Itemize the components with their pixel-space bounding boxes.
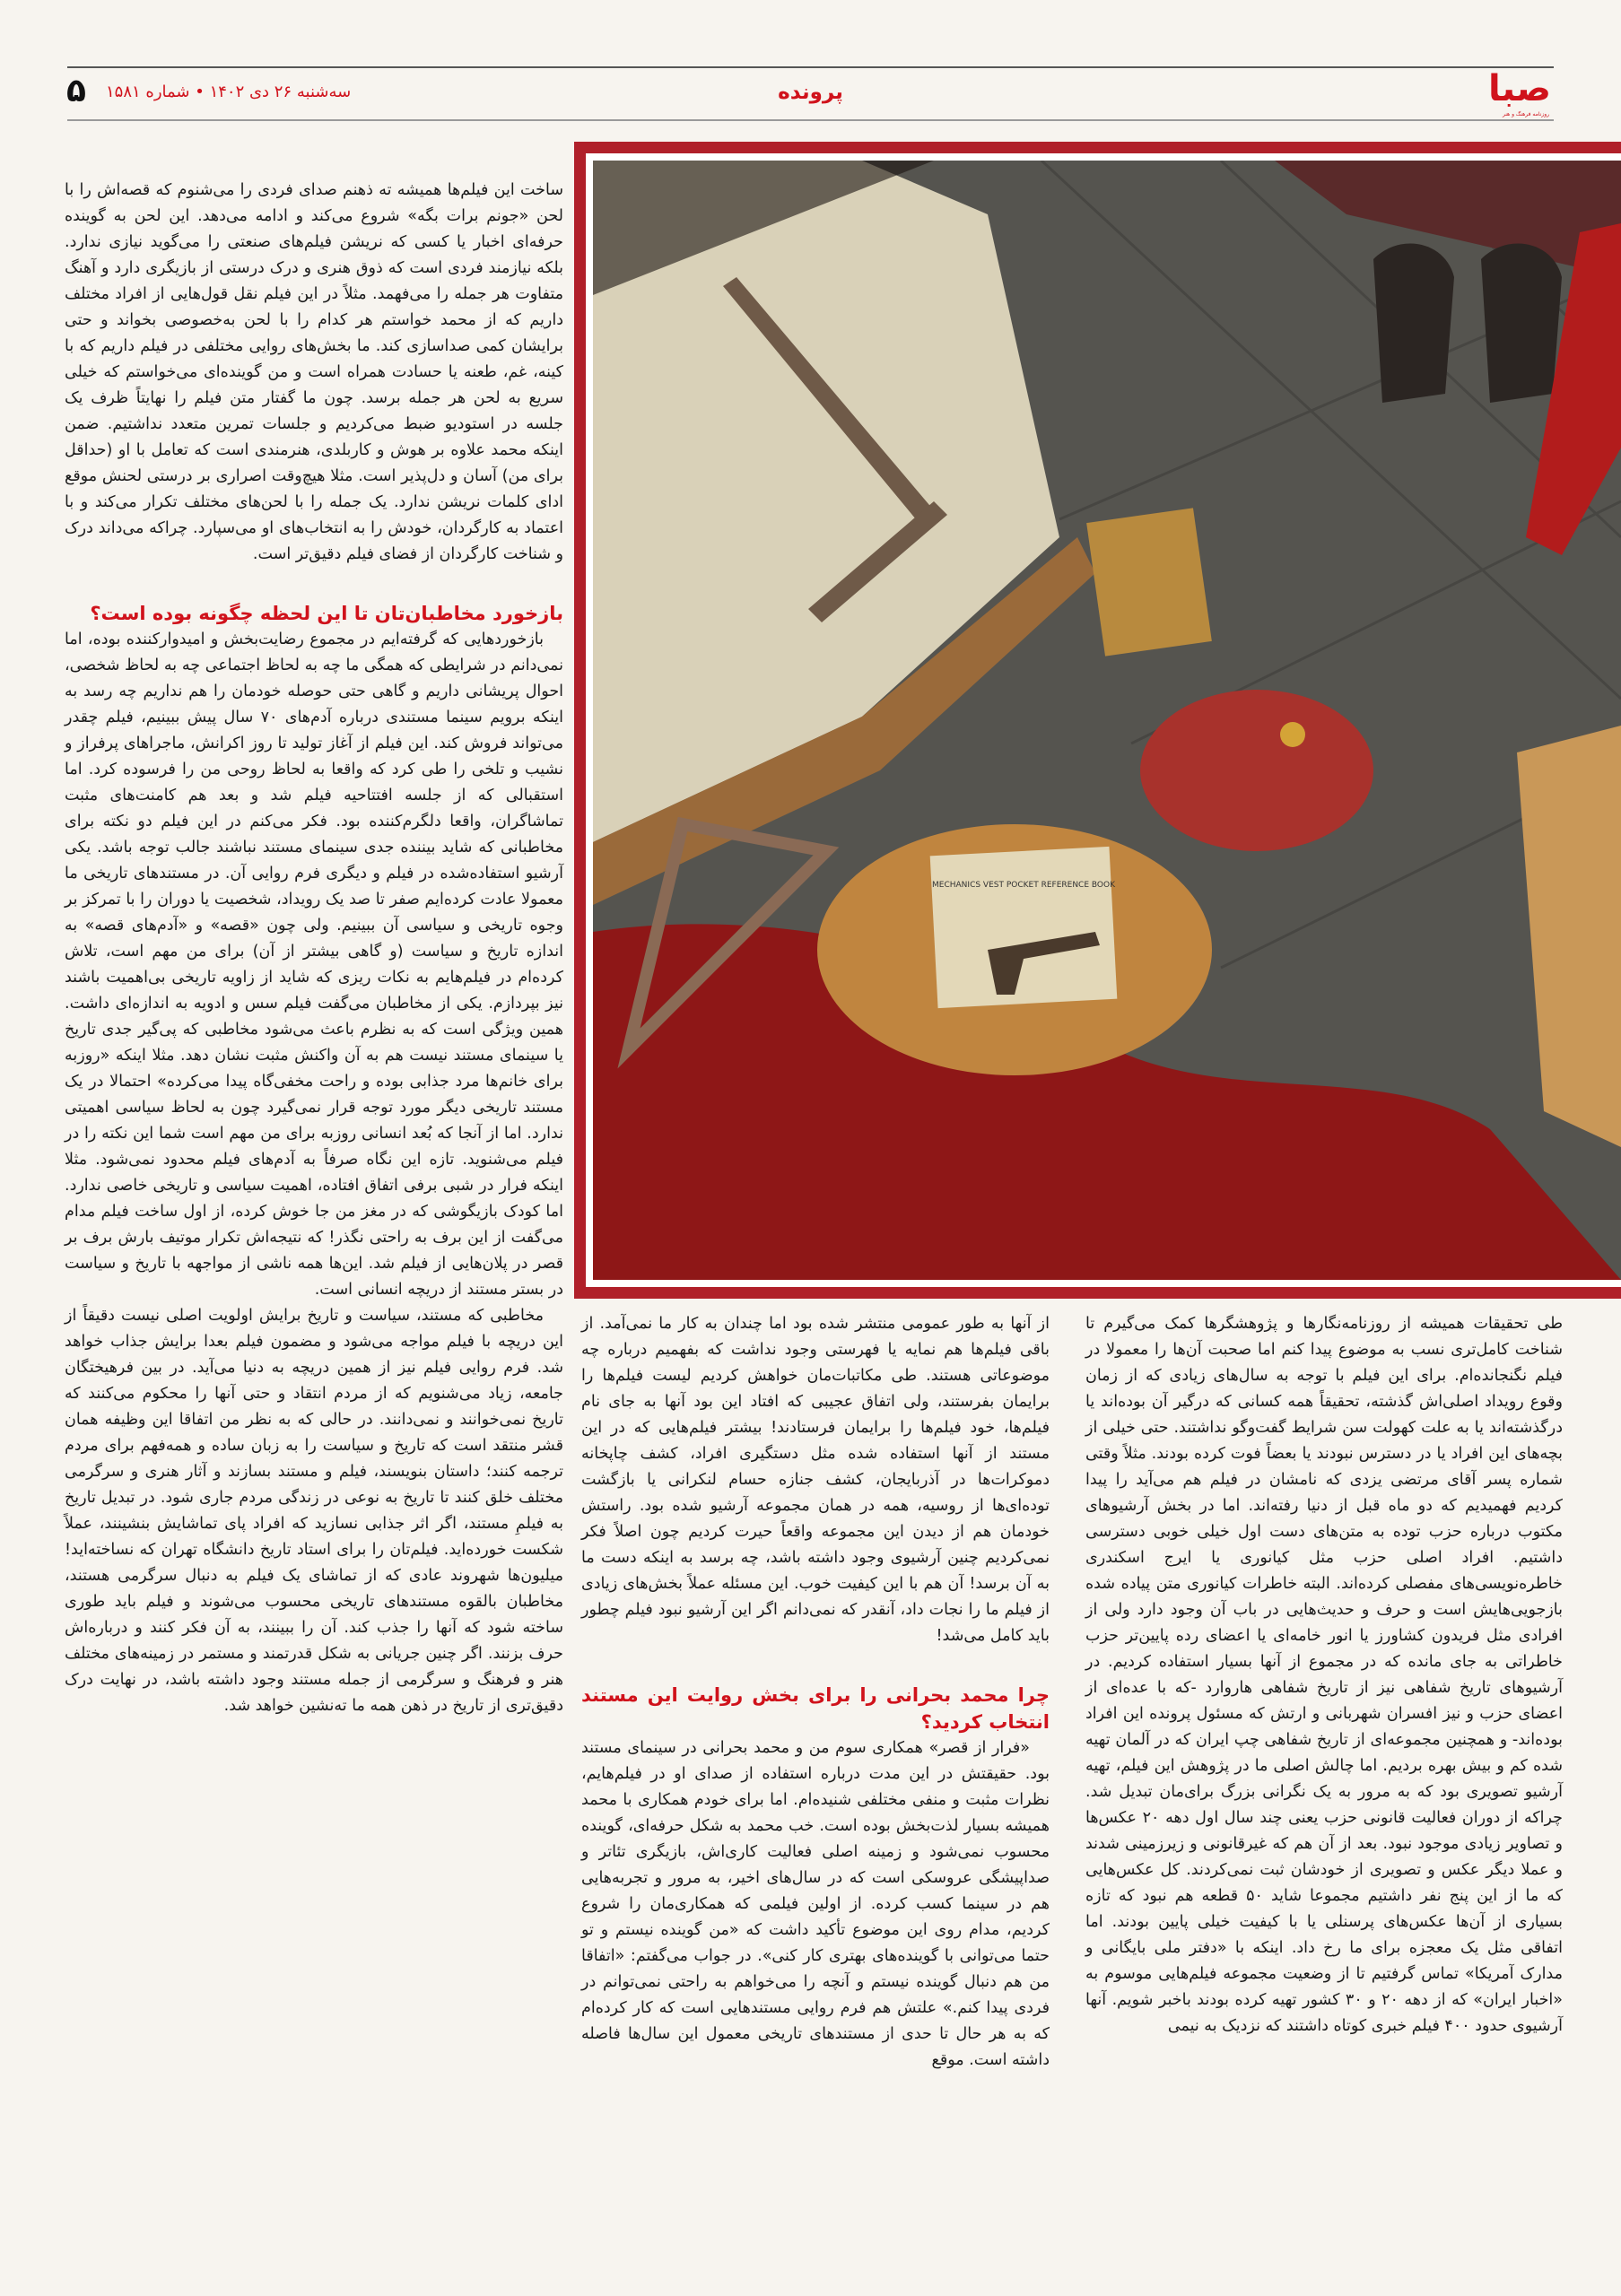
article-column-middle	[581, 1311, 1050, 2074]
paragraph: بازخوردهایی که گرفته‌ایم در مجموع رضایت‌بخش و امیدوارکننده بوده، اما نمی‌دانم در شرایطی که همگی ما چه به لحاظ اجتماعی چه به لحاظ شخصی، احوال پریشانی داریم و گاهی حتی حوصله خودمان را هم نداریم چه رسد به اینکه برویم سینما مستندی درباره آدم‌های ۷۰ سال پیش ببینیم، فیلم چقدر می‌تواند فروش کند. این فیلم از آغاز تولید تا روز اکرانش، ماجراهای پرفراز و نشیب و تلخی را طی کرد که واقعا به لحاظ روحی من را فرسوده کرد. اما استقبالی که از جلسه افتتاحیه فیلم شد و بعد هم کامنت‌های مثبت تماشاگران، واقعا دلگرم‌کننده بود. فکر می‌کنم در این فیلم دو نکته برای مخاطبانی که شاید بیننده جدی سینمای مستند نباشند جالب توجه باشد. یکی آرشیو استفاده‌شده در فیلم و دیگری فرم روایی آن. در مستندهای تاریخی ما معمولا عادت کرده‌ایم صفر تا صد یک رویداد، شخصیت یا دوران را با تمرکز بر وجوه تاریخی و سیاسی آن ببینیم. ولی چون «قصه» و «آدم‌های قصه» به اندازه تاریخ و سیاست (و گاهی بیشتر از آن) برای من مهم است، تلاش کرده‌ام در فیلم‌هایم به نکات ریزی که شاید از زاویه تاریخی بی‌اهمیت باشند نیز بپردازم. یکی از مخاطبان می‌گفت فیلم سس و ادویه به اندازه‌ای داشت. همین ویژگی است که به نظرم باعث می‌شود مخاطبی که پی‌گیر جدی تاریخ یا سینمای مستند نیست هم به آن واکنش مثبت نشان دهد. مثلا اینکه «روزبه برای خانم‌ها مرد جذابی بوده و راحت مخفی‌گاه پیدا می‌کرده» احتمالا در یک مستند تاریخی دیگر مورد توجه قرار نمی‌گیرد چون به لحاظ سیاسی اهمیتی ندارد. اما از آنجا که بُعد انسانی روزبه برای من مهم است شما این نکته را در فیلم می‌شنوید. تازه این نگاه صرفاً به آدم‌های فیلم محدود نمی‌شود. مثلا اینکه فرار در شبی برفی اتفاق افتاده، اهمیت سیاسی و تاریخی خاصی ندارد. اما کودک بازیگوشی که در مغز من جا خوش کرده، از اول ساخت فیلم مدام می‌گفت از این برف به راحتی نگذر! که نتیجه‌اش تکرار موتیف بارش برف بر قصر در پلان‌هایی از فیلم شد. این‌ها همه ناشی از مواجهه با تاریخ و سیاست در بستر مستند از دریچه انسانی است.	[65, 631, 563, 1299]
feature-photo-frame	[574, 142, 1621, 1299]
fur-hat	[1140, 690, 1373, 851]
paragraph: طی تحقیقات همیشه از روزنامه‌نگارها و پژوهشگرها کمک می‌گیرم تا شناخت کامل‌تری نسب به موضوع پیدا کنم اما صحبت آن‌ها را معمولا در فیلم نگنجانده‌ام. برای این فیلم با توجه به سال‌های زیادی که از زمان وقوع رویداد اصلی‌اش گذشته، تحقیقاً همه کسانی که درگیر آن بوده‌اند یا درگذشته‌اند یا به علت کهولت سن شرایط گفت‌وگو نداشتند. حتی خیلی از بچه‌های این افراد یا در دسترس نبودند یا بعضاً فوت کرده بودند. مثلاً وقتی شماره پسر آقای مرتضی یزدی که نامشان در فیلم هم می‌آید را پیدا کردیم فهمیدیم که دو ماه قبل از دنیا رفته‌اند. اما در بخش آرشیوهای مکتوب درباره حزب توده به متن‌های دست اول خیلی خوبی دسترسی داشتیم. افراد اصلی حزب مثل کیانوری یا ایرج اسکندری خاطره‌نویسی‌های مفصلی کرده‌اند. البته خاطرات کیانوری متن پیاده شده بازجویی‌هایش است و حرف و حدیث‌هایی در باب آن وجود دارد ولی از افرادی مثل فریدون کشاورز یا انور خامه‌ای یا اعضای رده پایین‌تر حزب خاطراتی به جای مانده که در مجموع از آنها بسیار استفاده کردیم. در آرشیوهای تاریخ شفاهی نیز از تاریخ شفاهی هاروارد -که با عده‌ای از اعضای حزب و نیز افسران شهربانی و ارتش که مسئول پرونده این افراد بوده‌اند- و همچنین مجموعه‌ای از تاریخ شفاهی چپ ایران که در آلمان تهیه شده کم و بیش بهره بردیم. اما چالش اصلی ما در پژوهش این فیلم، تهیه آرشیو تصویری بود که به مرور به یک نگرانی بزرگ برای‌مان تبدیل شد. چراکه از دوران فعالیت قانونی حزب یعنی چند سال اول دهه ۲۰ عکس‌ها و تصاویر زیادی موجود نبود. بعد از آن هم که غیرقانونی و زیرزمینی شدند و عملا دیگر عکس و تصویری از خودشان ثبت نمی‌کردند. کل عکس‌هایی که ما از این پنج نفر داشتیم مجموعا شاید ۵۰ قطعه هم نبود که تازه بسیاری از آن‌ها عکس‌های پرسنلی یا با کیفیت خیلی پایین بودند. اما اتفاقی مثل یک معجزه برای ما رخ داد. اینکه با «دفتر ملی بایگانی و مدارک آمریکا» تماس گرفتیم تا از وضعیت مجموعه فیلم‌هایی موسوم به «اخبار ایران» که از دهه ۲۰ و ۳۰ کشور تهیه کرده بودند باخبر شویم. آنها آرشیوی حدود ۴۰۰ فیلم خبری کوتاه داشتند که نزدیک به نیمی	[1085, 1315, 1563, 2035]
section-title: پرونده	[778, 81, 843, 104]
hat-badge	[1280, 722, 1305, 747]
subheading-audience-feedback: بازخورد مخاطبان‌تان تا این لحظه چگونه بوده است؟	[90, 603, 563, 624]
boot	[1373, 244, 1454, 403]
page-number: ۵	[66, 73, 86, 109]
paragraph: «فرار از قصر» همکاری سوم من و محمد بحرانی در سینمای مستند بود. حقیقتش در این مدت درباره استفاده از صدای او در فیلم‌هایم، نظرات مثبت و منفی مختلفی شنیده‌ام. اما برای خودم همکاری با محمد همیشه بسیار لذت‌بخش بوده است. خب محمد به شکل حرفه‌ای، گوینده محسوب نمی‌شود و زمینه اصلی فعالیت کاری‌اش، بازیگری تئاتر و صداپیشگی عروسکی است که در سال‌های اخیر، به مرور و تجربه‌هایی هم در سینما کسب کرده. از اولین فیلمی که همکاری‌مان را شروع کردیم، مدام روی این موضوع تأکید داشت که «من گوینده نیستم و تو حتما می‌توانی با گوینده‌های بهتری کار کنی». در جواب می‌گفتم: «اتفاقا من هم دنبال گوینده نیستم و آنچه را می‌خواهم به راحتی نمی‌توانم در فردی پیدا کنم.» علتش هم فرم روایی مستندهایی است که کار کرده‌ام که به هر حال تا حدی از مستندهای تاریخی معمول این سال‌ها فاصله داشته است. موقع	[581, 1739, 1050, 2069]
boot	[1481, 244, 1562, 403]
issue-dateline: سه‌شنبه ۲۶ دی ۱۴۰۲ • شماره ۱۵۸۱	[106, 83, 352, 101]
logo-tagline: روزنامه فرهنگ و هنر	[1502, 111, 1549, 117]
book-cover-text: MECHANICS VEST POCKET REFERENCE BOOK	[932, 881, 1115, 890]
header-top-rule	[67, 66, 1554, 68]
newspaper-logo[interactable]: صبا	[1488, 68, 1551, 109]
paragraph: مخاطبی که مستند، سیاست و تاریخ برایش اولویت اصلی نیست دقیقاً از این دریچه با فیلم مواجه می‌شود و مضمون فیلم بعدا برایش جذاب خواهد شد. فرم روایی فیلم نیز از همین دریچه به دنیا می‌آید. در بین فرهیختگان جامعه، زیاد می‌شنویم که از مردم انتقاد و حتی آنها را محکوم می‌کنند که تاریخ نمی‌خوانند و نمی‌دانند. در حالی که به نظر من اتفاقا این وظیفه همان قشر منتقد است که تاریخ و سیاست را به زبان ساده و همه‌فهم برای مردم ترجمه کنند؛ داستان بنویسند، فیلم و مستند بسازند و آثار هنری و سرگرمی مختلف خلق کنند تا تاریخ به نوعی در زندگی مردم جاری شود. در تبدیل تاریخ به فیلمِ مستند، اگر اثر جذابی نسازید که افراد پای تماشایش بنشینند، عملاً شکست خورده‌اید. فیلم‌تان را برای استاد تاریخ دانشگاه تهران که نساخته‌اید! میلیون‌ها شهروند عادی که از تماشای یک فیلم به دنبال سرگرمی هستند، مخاطبان بالقوه مستندهای تاریخی محسوب می‌شوند و فیلم باید طوری ساخته شود که آنها را جذب کند. آن را ببینند، به آن فکر کنند و درباره‌اش حرف بزنند. اگر چنین جریانی به شکل قدرتمند و مستمر در زمینه‌های مختلف هنر و فرهنگ و سرگرمی از جمله مستند وجود داشته باشد، در نهایت درک دقیق‌تری از تاریخ در ذهن همه ما ته‌نشین خواهد شد.	[65, 1307, 563, 1715]
feature-photo	[593, 161, 1621, 1280]
article-column-left	[65, 178, 563, 1719]
subheading-narrator-choice: چرا محمد بحرانی را برای بخش روایت این مستند انتخاب کردید؟	[581, 1684, 1050, 1733]
header-bottom-rule	[67, 119, 1554, 121]
paragraph: از آنها به طور عمومی منتشر شده بود اما چندان به کار ما نمی‌آمد. از باقی فیلم‌ها هم نمایه یا فهرستی وجود نداشت که بفهمیم درباره چه موضوعاتی هستند. طی مکاتبات‌مان خواهش کردیم لیست فیلم‌ها را برایمان بفرستند، ولی اتفاق عجیبی که افتاد این بود آنها به جای نام فیلم‌ها، خود فیلم‌ها را برایمان فرستادند! بیشتر فیلم‌هایی که در این مستند از آنها استفاده شده مثل دستگیری افراد، کشف چاپخانه دموکرات‌ها در آذربایجان، کشف جنازه حسام لنکرانی یا بازگشت توده‌ای‌ها از روسیه، همه در همان مجموعه آرشیو شده بود. راستش خودمان هم از دیدن این مجموعه واقعاً حیرت کردیم چون اصلاً فکر نمی‌کردیم چنین آرشیوی وجود داشته باشد، چه برسد به اینکه دست ما به آن برسد! آن هم با این کیفیت خوب. این مسئله عملاً بخش‌های زیادی از فیلم ما را نجات داد، آنقدر که نمی‌دانم اگر این آرشیو نبود فیلم چطور باید کامل می‌شد!	[581, 1315, 1050, 1645]
book	[1086, 508, 1212, 656]
paragraph: ساخت این فیلم‌ها همیشه ته ذهنم صدای فردی را می‌شنوم که قصه‌اش را با لحن «جونم برات بگه» شروع می‌کند و ادامه می‌دهد. این لحن به گوینده حرفه‌ای اخبار یا کسی که نریشن فیلم‌های صنعتی را می‌گوید نیازی ندارد. بلکه نیازمند فردی است که ذوق هنری و درک درستی از بازیگری دارد و آهنگ متفاوت هر جمله را می‌فهمد. مثلاً در این فیلم نقل قول‌هایی از افراد مختلف داریم که از محمد خواستم هر کدام را با لحن به‌خصوصی بخواند و حتی برایشان کمی صداسازی کند. ما بخش‌های روایی مختلفی در فیلم داریم که با کینه، غم، طعنه یا حسادت همراه است و من گوینده‌ای می‌خواستم که خیلی سریع به لحن هر جمله برسد. چون ما گفتار متن فیلم را نهایتاً ظرف یک جلسه در استودیو ضبط می‌کردیم و جلسات تمرین متعدد نداشتیم. ضمن اینکه محمد علاوه بر هوش و کاربلدی، هنرمندی است که تعامل با او (حداقل برای من) آسان و دل‌پذیر است. مثلا هیچ‌وقت اصراری بر درستی لحنش موقع ادای کلمات نریشن ندارد. یک جمله را با لحن‌های مختلف تکرار می‌کند و با اعتماد به کارگردان، خودش را به انتخاب‌های او می‌سپارد. چراکه می‌داند درک و شناخت کارگردان از فضای فیلم دقیق‌تر است.	[65, 181, 563, 563]
photo-illustration	[593, 161, 1621, 1280]
article-column-right	[1085, 1311, 1563, 2039]
reference-book	[930, 847, 1118, 1008]
photo-border	[586, 153, 1621, 1287]
